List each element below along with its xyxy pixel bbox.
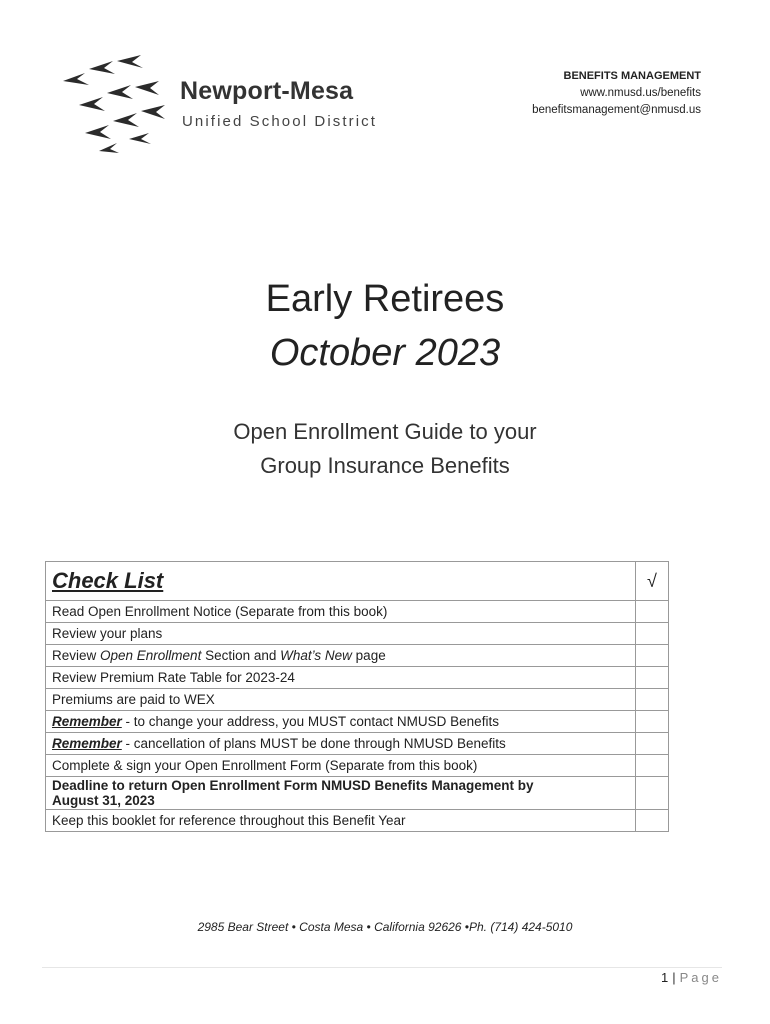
check-column-header: √ [636,562,669,601]
district-subtitle: Unified School District [182,113,378,130]
checklist-item: Review Premium Rate Table for 2023-24 [46,667,636,689]
check-cell[interactable] [636,601,669,623]
item-emphasis: What’s New [280,648,352,663]
item-text: Review [52,648,101,663]
table-row [46,733,669,755]
page-label: Page [679,970,722,985]
checklist-item [46,711,636,733]
item-text: page [351,648,386,663]
checklist-item: Read Open Enrollment Notice (Separate from this book) [46,601,636,623]
district-logo [55,55,385,155]
item-text: - to change your address, you MUST contact NMUSD Benefits [121,714,499,729]
check-cell[interactable] [636,645,669,667]
checklist-table [45,561,669,832]
deadline-date: August 31, 2023 [52,793,155,808]
checklist-item: Complete & sign your Open Enrollment Form (Separate from this book) [46,755,636,777]
website-link[interactable]: www.nmusd.us/benefits [580,87,701,99]
table-row [46,689,669,711]
table-row [46,645,669,667]
checklist-item: Review your plans [46,623,636,645]
check-cell[interactable] [636,711,669,733]
table-row [46,755,669,777]
page-number: 1 [661,970,669,985]
table-row [46,810,669,832]
check-cell[interactable] [636,777,669,810]
check-cell[interactable] [636,755,669,777]
item-text: Section and [201,648,281,663]
page-footer [661,970,722,985]
item-text: - cancellation of plans MUST be done through NMUSD Benefits [121,736,506,751]
checklist-item: Keep this booklet for reference throughout this Benefit Year [46,810,636,832]
table-row [46,777,669,810]
department-name: BENEFITS MANAGEMENT [563,70,701,82]
district-address: 2985 Bear Street • Costa Mesa • California 92626 •Ph. (714) 424-5010 [197,920,573,934]
checklist-heading: Check List [46,562,636,601]
swallow-birds-logo-icon [55,55,170,155]
table-row [46,711,669,733]
item-emphasis: Open Enrollment [100,648,202,663]
check-cell[interactable] [636,689,669,711]
subtitle-line-1: Open Enrollment Guide to your [233,419,537,444]
title-line-2: October 2023 [269,332,501,374]
checklist-item [46,645,636,667]
remember-label: Remember [52,736,122,751]
table-row [46,667,669,689]
deadline-text: Deadline to return Open Enrollment Form NMUSD Benefits Management by [52,778,534,793]
check-cell[interactable] [636,667,669,689]
checklist-header-row [46,562,669,601]
title-line-1: Early Retirees [265,278,505,320]
checklist-item [46,733,636,755]
footer-divider [42,967,722,968]
email-link[interactable]: benefitsmanagement@nmusd.us [532,104,701,116]
subtitle-line-2: Group Insurance Benefits [260,453,510,478]
check-cell[interactable] [636,810,669,832]
check-cell[interactable] [636,733,669,755]
district-name: Newport-Mesa [180,77,354,105]
checklist-item: Premiums are paid to WEX [46,689,636,711]
table-row [46,601,669,623]
check-cell[interactable] [636,623,669,645]
deadline-item [46,777,636,810]
footer-separator: | [672,970,676,985]
guide-subtitle [0,415,770,483]
contact-block [532,68,701,119]
table-row [46,623,669,645]
remember-label: Remember [52,714,122,729]
